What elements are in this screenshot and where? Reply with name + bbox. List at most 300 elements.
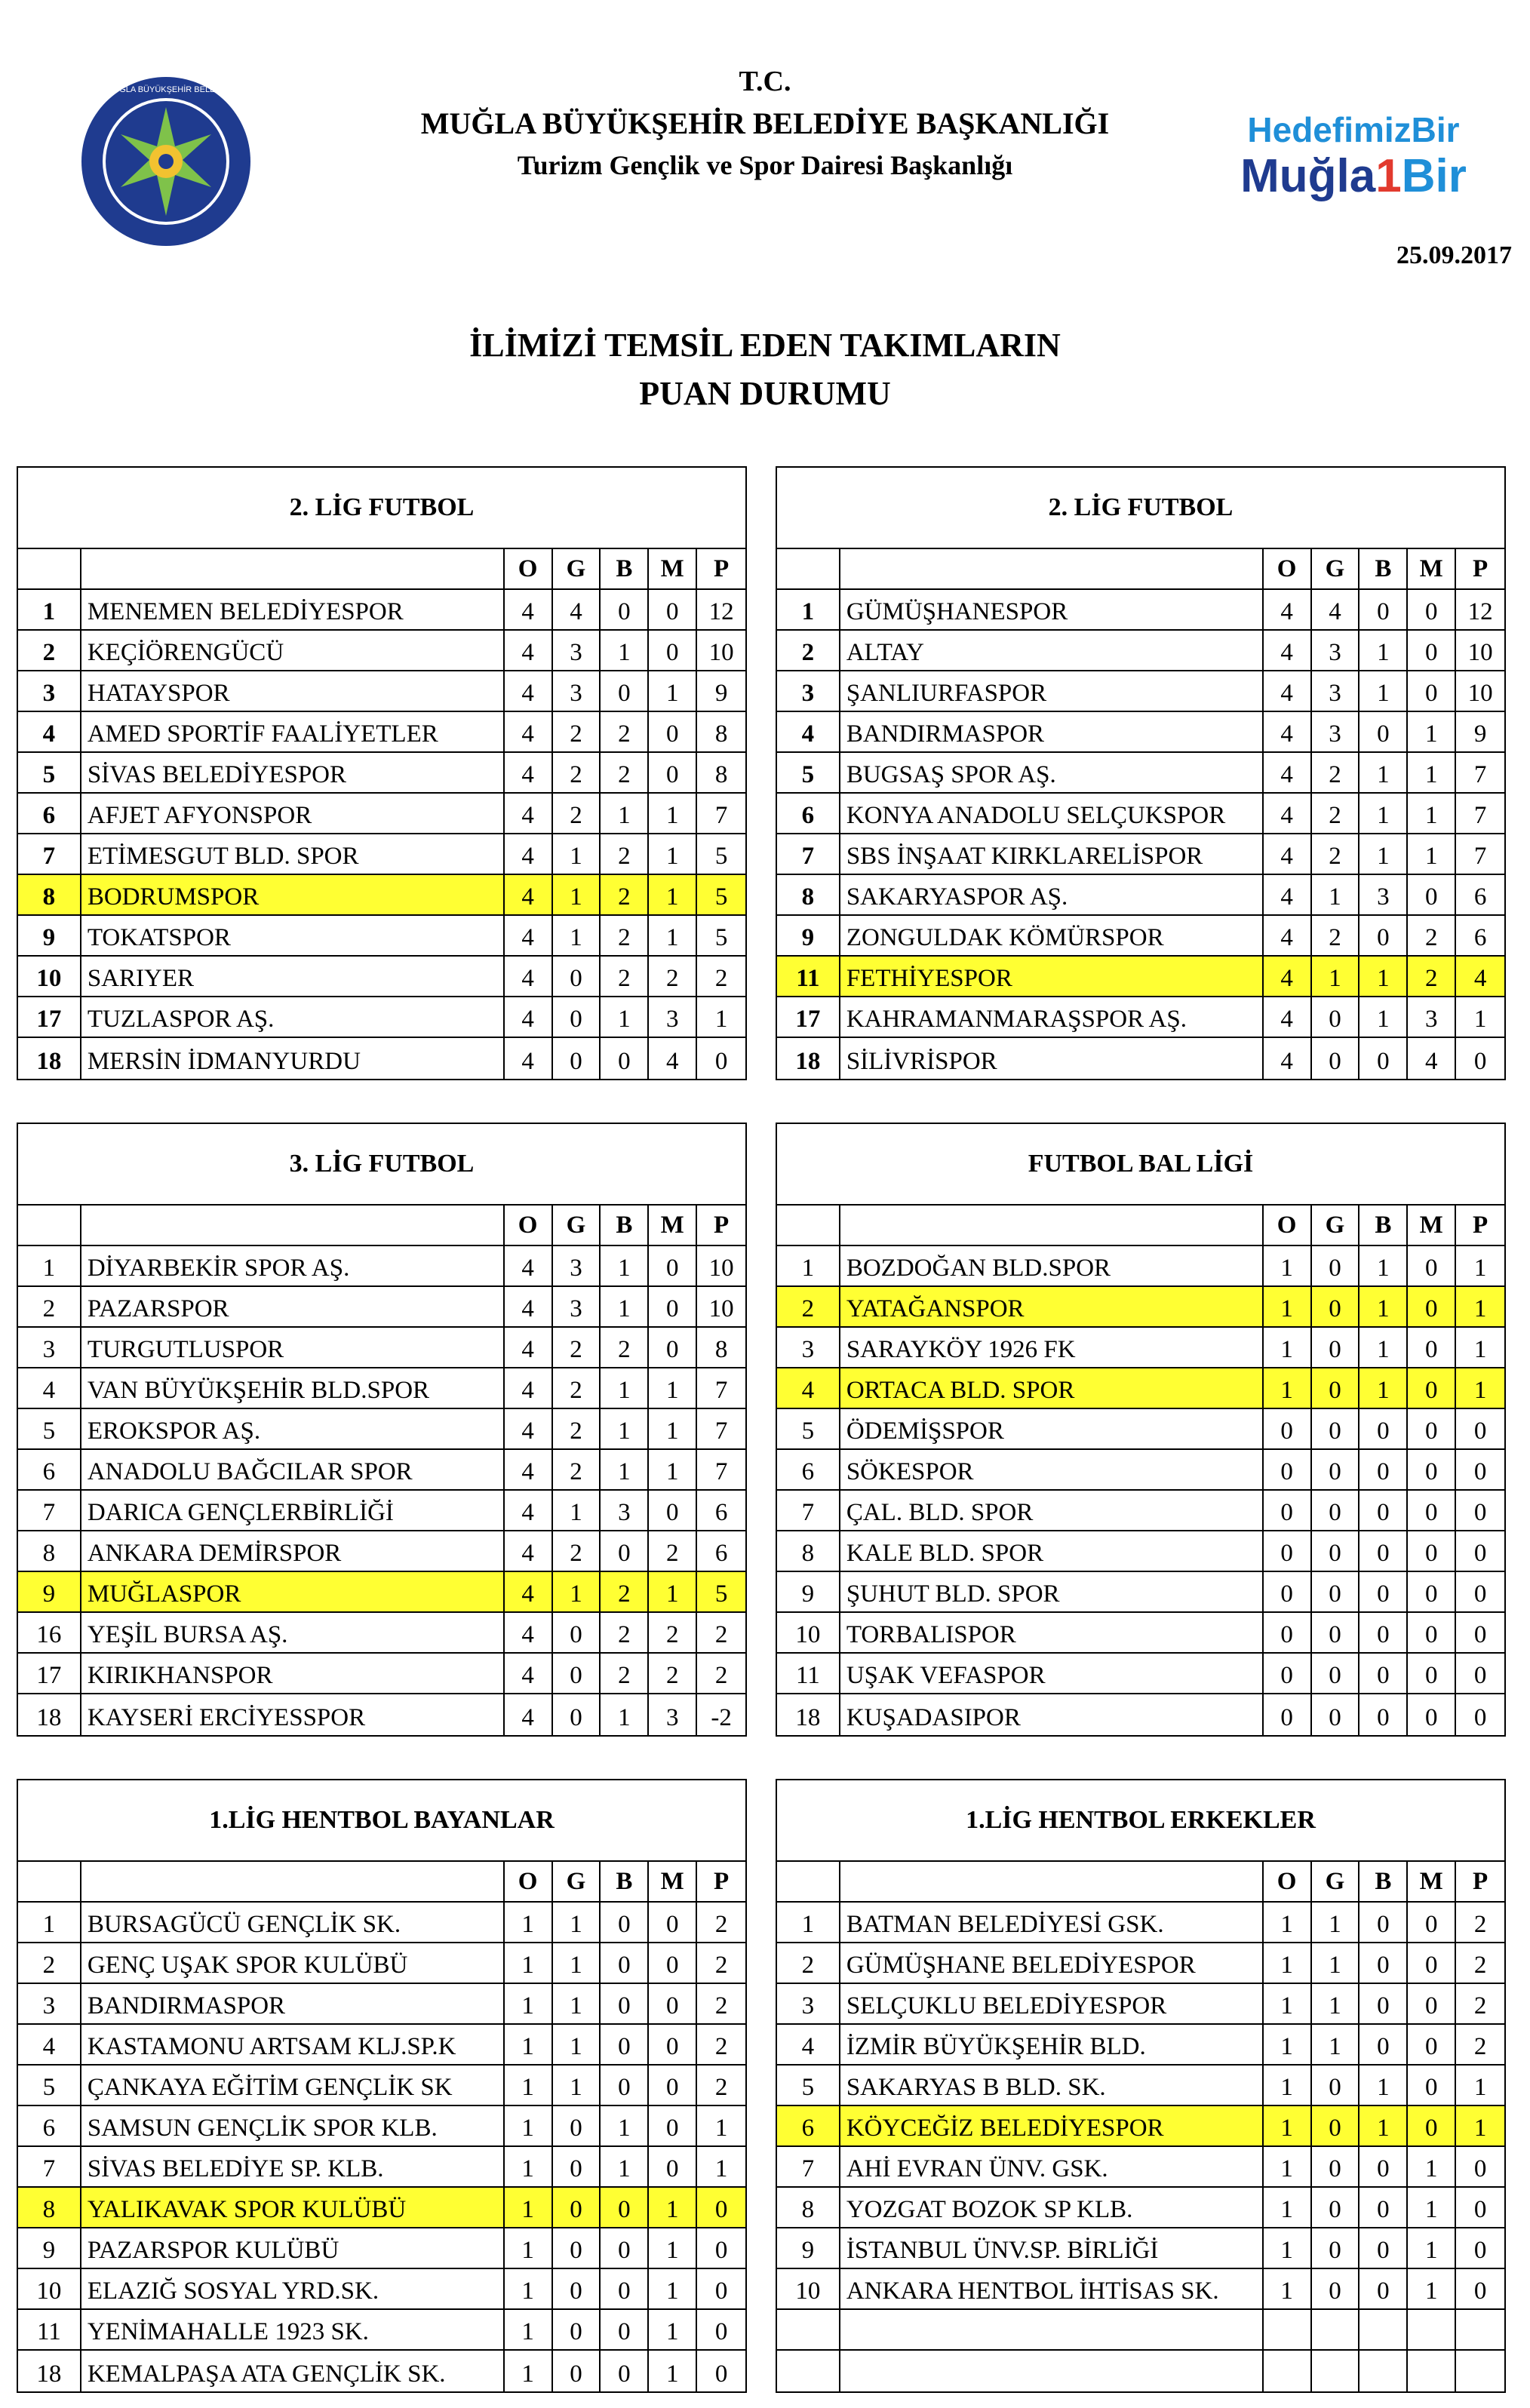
row-stat-b: 0 bbox=[1359, 1450, 1408, 1489]
row-stat-b: 0 bbox=[601, 2188, 649, 2227]
row-rank: 7 bbox=[777, 1491, 840, 1530]
column-header-m: M bbox=[1408, 549, 1456, 588]
row-stat-g: 2 bbox=[1312, 794, 1360, 833]
row-team-name: UŞAK VEFASPOR bbox=[840, 1654, 1264, 1693]
table-row-highlighted bbox=[777, 1287, 1504, 1328]
row-stat-o: 1 bbox=[1264, 1368, 1312, 1408]
table-column-header bbox=[777, 1862, 1504, 1903]
row-stat-b: 1 bbox=[601, 2147, 649, 2186]
row-team-name: KÖYCEĞİZ BELEDİYESPOR bbox=[840, 2106, 1264, 2145]
column-header-b: B bbox=[1359, 1862, 1408, 1901]
row-rank: 2 bbox=[18, 631, 81, 670]
row-stat-m: 0 bbox=[1408, 1328, 1456, 1367]
row-stat-b: 0 bbox=[1359, 590, 1408, 629]
row-rank: 17 bbox=[777, 997, 840, 1037]
row-team-name: KEMALPAŞA ATA GENÇLİK SK. bbox=[81, 2351, 505, 2391]
row-stat-g: 2 bbox=[553, 1409, 601, 1448]
row-stat-m: 1 bbox=[649, 2351, 697, 2391]
row-stat-m: 1 bbox=[1408, 794, 1456, 833]
row-stat-o: 4 bbox=[1264, 957, 1312, 996]
row-team-name: ELAZIĞ SOSYAL YRD.SK. bbox=[81, 2269, 505, 2308]
table-row bbox=[777, 1038, 1504, 1079]
row-stat-o: 4 bbox=[505, 1368, 553, 1408]
row-stat-b: 0 bbox=[1359, 2269, 1408, 2308]
column-header-rank bbox=[777, 549, 840, 588]
row-team-name: ÇANKAYA EĞİTİM GENÇLİK SK bbox=[81, 2066, 505, 2105]
row-team-name: MERSİN İDMANYURDU bbox=[81, 1038, 505, 1079]
row-stat-p: 7 bbox=[1473, 761, 1487, 788]
row-rank: 2 bbox=[18, 1287, 81, 1326]
row-stat-g: 2 bbox=[553, 753, 601, 792]
column-header-b: B bbox=[601, 1206, 649, 1245]
row-stat-p bbox=[1456, 2310, 1504, 2349]
row-stat-p: 2 bbox=[714, 1992, 728, 2019]
row-team-name: İSTANBUL ÜNV.SP. BİRLİĞİ bbox=[840, 2228, 1264, 2268]
row-stat-b: 0 bbox=[1359, 2228, 1408, 2268]
table-row bbox=[777, 2228, 1504, 2269]
row-stat-g: 0 bbox=[1312, 2228, 1360, 2268]
row-stat-b: 3 bbox=[601, 1491, 649, 1530]
row-stat-m: 0 bbox=[649, 631, 697, 670]
row-team-name: YOZGAT BOZOK SP KLB. bbox=[840, 2188, 1264, 2227]
column-header-b: B bbox=[1359, 549, 1408, 588]
row-stat-o: 1 bbox=[505, 2188, 553, 2227]
row-stat-b: 0 bbox=[1359, 2147, 1408, 2186]
row-rank: 1 bbox=[18, 590, 81, 629]
row-stat-p: 5 bbox=[714, 843, 728, 870]
row-stat-p: 9 bbox=[1473, 720, 1487, 748]
row-team-name: GENÇ UŞAK SPOR KULÜBÜ bbox=[81, 1943, 505, 1983]
row-rank: 10 bbox=[18, 957, 81, 996]
row-rank: 1 bbox=[18, 1903, 81, 1942]
row-stat-o: 0 bbox=[1264, 1409, 1312, 1448]
row-team-name: YEŞİL BURSA AŞ. bbox=[81, 1613, 505, 1652]
row-stat-p: 0 bbox=[1473, 1704, 1487, 1731]
row-team-name: KEÇİÖRENGÜCÜ bbox=[81, 631, 505, 670]
row-team-name: ETİMESGUT BLD. SPOR bbox=[81, 834, 505, 874]
row-stat-b: 0 bbox=[1359, 1984, 1408, 2023]
row-stat-p: 10 bbox=[708, 639, 734, 666]
row-stat-p: 0 bbox=[714, 1048, 728, 1075]
row-team-name: SAKARYAS B BLD. SK. bbox=[840, 2066, 1264, 2105]
standings-table bbox=[776, 1779, 1506, 2393]
table-row bbox=[777, 2025, 1504, 2066]
row-stat-b: 1 bbox=[601, 631, 649, 670]
row-stat-o: 4 bbox=[1264, 590, 1312, 629]
table-row bbox=[18, 997, 745, 1038]
column-header-b: B bbox=[1359, 1206, 1408, 1245]
row-stat-m: 1 bbox=[1408, 753, 1456, 792]
table-row bbox=[18, 1903, 745, 1943]
row-stat-o: 0 bbox=[1264, 1531, 1312, 1571]
row-stat-o: 1 bbox=[1264, 1984, 1312, 2023]
row-rank: 18 bbox=[777, 1694, 840, 1735]
row-rank: 17 bbox=[18, 997, 81, 1037]
row-stat-p: 5 bbox=[714, 924, 728, 951]
row-rank: 8 bbox=[777, 875, 840, 914]
row-stat-m: 1 bbox=[649, 1572, 697, 1611]
row-team-name bbox=[840, 2351, 1264, 2391]
row-stat-m: 0 bbox=[649, 753, 697, 792]
row-stat-p: 2 bbox=[714, 965, 728, 992]
row-rank: 3 bbox=[777, 1984, 840, 2023]
row-rank: 18 bbox=[18, 1038, 81, 1079]
table-row bbox=[777, 631, 1504, 671]
row-stat-m: 0 bbox=[1408, 1491, 1456, 1530]
row-rank: 18 bbox=[18, 1694, 81, 1735]
row-stat-b: 0 bbox=[601, 2066, 649, 2105]
table-row bbox=[777, 1984, 1504, 2025]
row-stat-g: 3 bbox=[1312, 631, 1360, 670]
row-stat-g: 2 bbox=[1312, 916, 1360, 955]
row-rank: 4 bbox=[18, 712, 81, 751]
table-title: 2. LİG FUTBOL bbox=[18, 468, 745, 549]
row-rank: 1 bbox=[777, 1246, 840, 1285]
row-stat-o: 4 bbox=[505, 1531, 553, 1571]
row-stat-m: 0 bbox=[649, 2147, 697, 2186]
row-stat-p: 1 bbox=[1473, 1377, 1487, 1404]
row-stat-p: 0 bbox=[1473, 1621, 1487, 1648]
row-stat-p: 7 bbox=[714, 1417, 728, 1445]
row-stat-g: 1 bbox=[1312, 957, 1360, 996]
row-team-name: PAZARSPOR KULÜBÜ bbox=[81, 2228, 505, 2268]
row-stat-p: 2 bbox=[714, 1911, 728, 1938]
row-stat-b: 1 bbox=[601, 1368, 649, 1408]
row-stat-m: 0 bbox=[1408, 2066, 1456, 2105]
row-stat-g: 0 bbox=[1312, 1328, 1360, 1367]
row-stat-b: 0 bbox=[1359, 1613, 1408, 1652]
row-rank: 5 bbox=[777, 2066, 840, 2105]
column-header-team bbox=[840, 549, 1264, 588]
row-stat-m: 0 bbox=[1408, 1531, 1456, 1571]
table-row bbox=[18, 1531, 745, 1572]
row-stat-m: 0 bbox=[649, 2066, 697, 2105]
row-stat-g: 2 bbox=[553, 1368, 601, 1408]
column-header-b: B bbox=[601, 1862, 649, 1901]
row-stat-p: 6 bbox=[714, 1540, 728, 1567]
row-rank: 2 bbox=[777, 1943, 840, 1983]
row-rank: 1 bbox=[777, 1903, 840, 1942]
row-stat-p: 2 bbox=[714, 1621, 728, 1648]
row-stat-g bbox=[1312, 2310, 1360, 2349]
row-stat-o: 1 bbox=[505, 2269, 553, 2308]
table-row bbox=[18, 794, 745, 834]
table-row bbox=[777, 590, 1504, 631]
row-team-name: VAN BÜYÜKŞEHİR BLD.SPOR bbox=[81, 1368, 505, 1408]
row-stat-o: 1 bbox=[1264, 1943, 1312, 1983]
table-row bbox=[777, 753, 1504, 794]
row-stat-o: 4 bbox=[505, 712, 553, 751]
table-row bbox=[18, 1654, 745, 1694]
row-rank: 9 bbox=[18, 1572, 81, 1611]
row-team-name: PAZARSPOR bbox=[81, 1287, 505, 1326]
row-stat-m: 3 bbox=[649, 1694, 697, 1735]
column-header-o: O bbox=[505, 1206, 553, 1245]
row-stat-g: 0 bbox=[1312, 1531, 1360, 1571]
row-stat-b: 0 bbox=[1359, 1038, 1408, 1079]
column-header-g: G bbox=[553, 1862, 601, 1901]
row-stat-o: 1 bbox=[1264, 2228, 1312, 2268]
row-stat-m: 1 bbox=[1408, 2269, 1456, 2308]
column-header-p: P bbox=[1473, 1867, 1489, 1895]
row-stat-b: 1 bbox=[601, 794, 649, 833]
column-header-p: P bbox=[714, 554, 730, 582]
row-stat-o: 4 bbox=[505, 631, 553, 670]
row-stat-b: 3 bbox=[1359, 875, 1408, 914]
table-row bbox=[777, 1572, 1504, 1613]
row-stat-p: 0 bbox=[1473, 1499, 1487, 1526]
table-column-header bbox=[18, 1862, 745, 1903]
row-stat-p: 1 bbox=[1473, 1295, 1487, 1322]
row-rank: 7 bbox=[777, 2147, 840, 2186]
table-column-header bbox=[18, 1206, 745, 1246]
row-team-name: MUĞLASPOR bbox=[81, 1572, 505, 1611]
column-header-rank bbox=[777, 1862, 840, 1901]
row-team-name: TUZLASPOR AŞ. bbox=[81, 997, 505, 1037]
row-stat-o: 1 bbox=[1264, 1287, 1312, 1326]
row-stat-p: 1 bbox=[714, 1006, 728, 1033]
table-row bbox=[777, 834, 1504, 875]
row-stat-p: 7 bbox=[1473, 802, 1487, 829]
row-stat-o: 1 bbox=[505, 1943, 553, 1983]
row-stat-p: 0 bbox=[1473, 1458, 1487, 1485]
row-stat-g: 1 bbox=[553, 875, 601, 914]
row-rank: 10 bbox=[777, 2269, 840, 2308]
row-stat-b: 1 bbox=[1359, 834, 1408, 874]
row-stat-g: 1 bbox=[1312, 1943, 1360, 1983]
row-stat-p: 0 bbox=[1473, 1540, 1487, 1567]
row-team-name: DARICA GENÇLERBİRLİĞİ bbox=[81, 1491, 505, 1530]
table-row bbox=[18, 1409, 745, 1450]
row-team-name: TOKATSPOR bbox=[81, 916, 505, 955]
row-stat-b: 0 bbox=[601, 2025, 649, 2064]
row-stat-o: 4 bbox=[1264, 712, 1312, 751]
table-row bbox=[777, 1246, 1504, 1287]
row-stat-p: 2 bbox=[714, 1662, 728, 1689]
table-row bbox=[777, 2188, 1504, 2228]
row-stat-g: 0 bbox=[1312, 1654, 1360, 1693]
row-stat-o: 4 bbox=[505, 1450, 553, 1489]
column-header-team bbox=[840, 1206, 1264, 1245]
table-row bbox=[18, 834, 745, 875]
column-header-g: G bbox=[1312, 549, 1360, 588]
row-stat-g: 0 bbox=[1312, 1038, 1360, 1079]
row-stat-g: 2 bbox=[553, 794, 601, 833]
row-stat-p: 2 bbox=[1473, 1992, 1487, 2019]
row-stat-p: 7 bbox=[714, 1377, 728, 1404]
row-stat-b: 0 bbox=[1359, 712, 1408, 751]
row-rank bbox=[777, 2351, 840, 2391]
row-stat-p bbox=[1456, 2351, 1504, 2391]
row-stat-m: 1 bbox=[649, 916, 697, 955]
table-row bbox=[777, 794, 1504, 834]
row-stat-b: 1 bbox=[1359, 794, 1408, 833]
row-rank: 11 bbox=[777, 957, 840, 996]
table-row bbox=[18, 2228, 745, 2269]
row-team-name: ALTAY bbox=[840, 631, 1264, 670]
row-stat-o: 4 bbox=[505, 875, 553, 914]
row-stat-b: 1 bbox=[601, 997, 649, 1037]
row-stat-b: 0 bbox=[1359, 1943, 1408, 1983]
row-team-name: ÖDEMİŞSPOR bbox=[840, 1409, 1264, 1448]
row-rank: 5 bbox=[777, 753, 840, 792]
table-row bbox=[777, 1613, 1504, 1654]
row-stat-o: 4 bbox=[505, 1572, 553, 1611]
row-stat-p: 12 bbox=[1467, 598, 1493, 625]
row-stat-b: 0 bbox=[601, 1984, 649, 2023]
row-stat-b: 1 bbox=[601, 1694, 649, 1735]
row-stat-b: 1 bbox=[1359, 1287, 1408, 1326]
header-department: Turizm Gençlik ve Spor Dairesi Başkanlığı bbox=[517, 150, 1013, 180]
row-stat-p: 1 bbox=[1473, 2074, 1487, 2101]
row-rank: 3 bbox=[18, 671, 81, 711]
row-stat-m: 0 bbox=[1408, 1246, 1456, 1285]
row-stat-p: 4 bbox=[1473, 965, 1487, 992]
slogan-logo bbox=[1210, 107, 1497, 205]
svg-text:HedefimizBir: HedefimizBir bbox=[1247, 110, 1460, 149]
row-team-name: ÇAL. BLD. SPOR bbox=[840, 1491, 1264, 1530]
row-stat-m: 0 bbox=[649, 712, 697, 751]
row-stat-g: 3 bbox=[1312, 671, 1360, 711]
row-stat-o: 4 bbox=[505, 834, 553, 874]
row-stat-p: 6 bbox=[1473, 883, 1487, 911]
row-team-name: ANKARA DEMİRSPOR bbox=[81, 1531, 505, 1571]
row-stat-m: 1 bbox=[649, 671, 697, 711]
row-stat-o: 1 bbox=[1264, 2269, 1312, 2308]
table-row bbox=[777, 712, 1504, 753]
row-rank: 3 bbox=[777, 1328, 840, 1367]
row-rank: 11 bbox=[18, 2310, 81, 2349]
row-stat-o: 4 bbox=[505, 1491, 553, 1530]
table-row bbox=[18, 753, 745, 794]
document-date: 25.09.2017 bbox=[1396, 241, 1512, 269]
row-stat-b: 2 bbox=[601, 916, 649, 955]
row-team-name: BANDIRMASPOR bbox=[81, 1984, 505, 2023]
row-stat-g: 3 bbox=[1312, 712, 1360, 751]
row-stat-g: 1 bbox=[553, 1984, 601, 2023]
row-stat-g: 1 bbox=[1312, 1984, 1360, 2023]
row-stat-o: 1 bbox=[505, 2351, 553, 2391]
row-stat-g: 0 bbox=[553, 2188, 601, 2227]
row-stat-b: 0 bbox=[1359, 1531, 1408, 1571]
row-stat-m: 1 bbox=[649, 1409, 697, 1448]
table-row bbox=[18, 1943, 745, 1984]
row-rank: 11 bbox=[777, 1654, 840, 1693]
row-stat-g bbox=[1312, 2351, 1360, 2391]
row-stat-p: 1 bbox=[1473, 1336, 1487, 1363]
row-rank: 8 bbox=[18, 1531, 81, 1571]
table-row bbox=[777, 1654, 1504, 1694]
column-header-p: P bbox=[1473, 1211, 1489, 1239]
row-stat-m: 1 bbox=[649, 2269, 697, 2308]
row-stat-b: 1 bbox=[1359, 1328, 1408, 1367]
row-stat-o: 4 bbox=[505, 957, 553, 996]
row-stat-m: 0 bbox=[1408, 1694, 1456, 1735]
column-header-g: G bbox=[1312, 1206, 1360, 1245]
row-stat-g: 1 bbox=[553, 2025, 601, 2064]
row-rank: 8 bbox=[18, 2188, 81, 2227]
row-stat-m: 1 bbox=[649, 2188, 697, 2227]
table-row bbox=[18, 1613, 745, 1654]
row-stat-p: 0 bbox=[1473, 2155, 1487, 2182]
row-stat-g: 2 bbox=[553, 1450, 601, 1489]
row-stat-g: 0 bbox=[1312, 2188, 1360, 2227]
row-stat-p: 0 bbox=[1473, 1580, 1487, 1608]
row-stat-b: 2 bbox=[601, 1613, 649, 1652]
row-stat-p: 1 bbox=[1473, 1006, 1487, 1033]
row-stat-b: 1 bbox=[1359, 2106, 1408, 2145]
column-header-rank bbox=[18, 1862, 81, 1901]
row-stat-b: 0 bbox=[601, 1943, 649, 1983]
row-rank: 6 bbox=[18, 794, 81, 833]
table-row bbox=[777, 1328, 1504, 1368]
row-stat-p: 2 bbox=[1473, 2033, 1487, 2060]
row-stat-m bbox=[1408, 2351, 1456, 2391]
page-title-line1: İLİMİZİ TEMSİL EDEN TAKIMLARIN bbox=[469, 327, 1061, 364]
row-stat-g: 0 bbox=[553, 2310, 601, 2349]
row-rank: 1 bbox=[18, 1246, 81, 1285]
row-stat-p: 0 bbox=[1473, 1417, 1487, 1445]
table-row-highlighted bbox=[777, 957, 1504, 997]
table-row-highlighted bbox=[777, 1368, 1504, 1409]
row-stat-m: 0 bbox=[649, 2106, 697, 2145]
row-stat-o: 4 bbox=[505, 753, 553, 792]
row-stat-o: 4 bbox=[505, 1246, 553, 1285]
row-stat-m: 0 bbox=[1408, 671, 1456, 711]
row-stat-m: 0 bbox=[1408, 590, 1456, 629]
row-stat-p: 0 bbox=[714, 2318, 728, 2345]
row-stat-g: 0 bbox=[553, 1694, 601, 1735]
row-stat-o: 4 bbox=[505, 1654, 553, 1693]
row-stat-m: 0 bbox=[649, 590, 697, 629]
row-rank: 3 bbox=[18, 1984, 81, 2023]
row-stat-p: 2 bbox=[714, 1952, 728, 1979]
table-row bbox=[18, 2269, 745, 2310]
row-stat-b: 1 bbox=[601, 2106, 649, 2145]
row-rank: 1 bbox=[777, 590, 840, 629]
row-team-name: YALIKAVAK SPOR KULÜBÜ bbox=[81, 2188, 505, 2227]
row-stat-p: -2 bbox=[711, 1704, 732, 1731]
row-stat-g: 2 bbox=[553, 1328, 601, 1367]
row-team-name: YENİMAHALLE 1923 SK. bbox=[81, 2310, 505, 2349]
row-team-name: BATMAN BELEDİYESİ GSK. bbox=[840, 1903, 1264, 1942]
row-stat-g: 3 bbox=[553, 631, 601, 670]
table-row bbox=[777, 1409, 1504, 1450]
row-team-name: SÖKESPOR bbox=[840, 1450, 1264, 1489]
row-stat-m: 3 bbox=[649, 997, 697, 1037]
column-header-o: O bbox=[1264, 1206, 1312, 1245]
row-stat-o: 1 bbox=[1264, 1328, 1312, 1367]
row-rank: 6 bbox=[18, 2106, 81, 2145]
row-stat-m: 2 bbox=[1408, 916, 1456, 955]
row-team-name: ANADOLU BAĞCILAR SPOR bbox=[81, 1450, 505, 1489]
table-column-header bbox=[18, 549, 745, 590]
row-team-name: KUŞADASIPOR bbox=[840, 1694, 1264, 1735]
row-team-name: SBS İNŞAAT KIRKLARELİSPOR bbox=[840, 834, 1264, 874]
row-team-name: TORBALISPOR bbox=[840, 1613, 1264, 1652]
row-stat-m: 0 bbox=[1408, 1450, 1456, 1489]
row-stat-o: 0 bbox=[1264, 1572, 1312, 1611]
row-team-name: SAKARYASPOR AŞ. bbox=[840, 875, 1264, 914]
row-stat-p: 6 bbox=[714, 1499, 728, 1526]
row-stat-p: 10 bbox=[1467, 639, 1493, 666]
row-stat-p: 5 bbox=[714, 883, 728, 911]
table-row bbox=[777, 2269, 1504, 2310]
row-stat-p: 12 bbox=[708, 598, 734, 625]
row-stat-g: 3 bbox=[553, 671, 601, 711]
row-stat-o: 0 bbox=[1264, 1491, 1312, 1530]
row-stat-m: 1 bbox=[649, 1368, 697, 1408]
